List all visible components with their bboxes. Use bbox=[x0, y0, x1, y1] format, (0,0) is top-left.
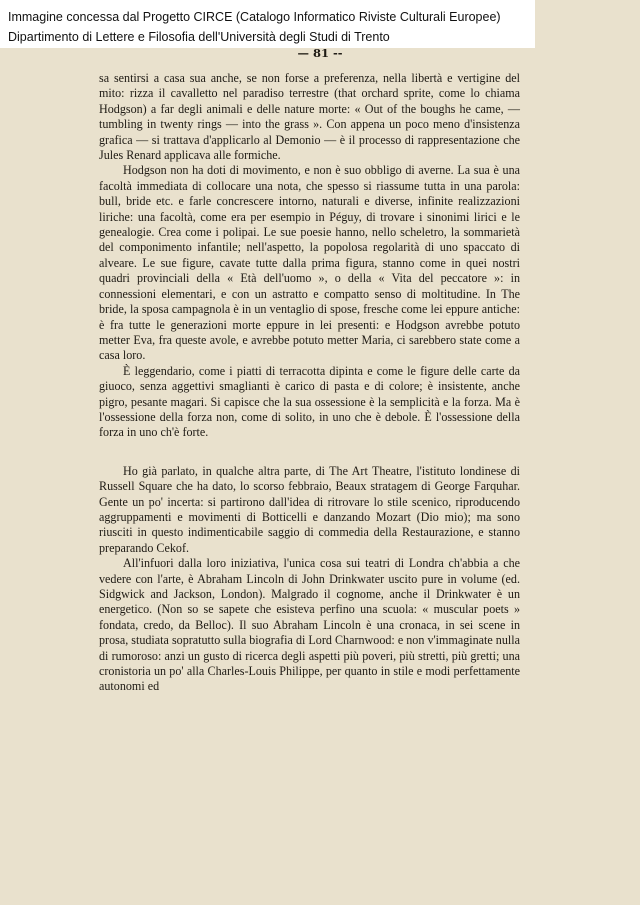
paragraph-5: All'infuori dalla loro iniziativa, l'unica cosa sui teatri di Londra ch'abbia a che vedere con l'arte, è Abraham Lincoln di John Drinkwater uscito pure in volume (ed. Sidgwick and Jackson, London). Malgrado il cognome, anche il Drinkwater è un energetico. (Non so se sapete che esisteva perfino una scuola: « muscular poets » fondata, credo, da Belloc). Il suo Abraham Lincoln è una cronaca, in sei scene in prosa, studiata sopratutto sulla biografia di Lord Charnwood: e non v'immaginate nulla di rumoroso: anzi un gusto di ricerca degli aspetti più poveri, più stretti, più gretti; una cronistoria un po' alla Charles-Louis Philippe, per quanto in stile e modi perfettamente autonomi ed bbox=[99, 556, 520, 694]
paragraph-1: sa sentirsi a casa sua anche, se non forse a preferenza, nella libertà e vertigine del mito: rizza il cavalletto nel paradiso terrestre (that orchard sprite, come lo chiama Hodgson) a far degli animali e delle nature morte: « Out of the boughs he came, — tumbling in twenty rings — into the grass ». Con appena un poco meno d'insistenza grafica — si trattava d'applicarlo al Demonio — è il processo di rappresentazione che Jules Renard applicava alle formiche. bbox=[99, 71, 520, 163]
paragraph-3: È leggendario, come i piatti di terracotta dipinta e come le figure delle carte da giuoco, senza aggettivi smaglianti è carico di pasta e di colore; è insistente, anche pigro, pesante magari. Si capisce che la sua ossessione è la semplicità e la forza. Ma è l'ossessione della forza non, come di solito, in uno che è debole. È l'ossessione della forza in uno ch'è forte. bbox=[99, 363, 520, 440]
banner-line-1: Immagine concessa dal Progetto CIRCE (Catalogo Informatico Riviste Culturali Europee) bbox=[8, 10, 501, 24]
source-banner bbox=[0, 0, 535, 48]
paragraph-4: Ho già parlato, in qualche altra parte, di The Art Theatre, l'istituto londinese di Russell Square che ha dato, lo scorso febbraio, Beaux stratagem di George Farquhar. Gente un po' incerta: si partirono dall'idea di ritrovare lo stile scenico, riproducendo aggruppamenti e movimenti di Botticelli e danzando Mozart (Dio mio); ma sono riusciti in questo indimenticabile saggio di commedia della Restaurazione, e stanno preparando Cekof. bbox=[99, 463, 520, 555]
banner-line-2: Dipartimento di Lettere e Filosofia dell'Università degli Studi di Trento bbox=[8, 30, 390, 44]
body-text bbox=[99, 71, 520, 695]
paragraph-2: Hodgson non ha doti di movimento, e non è suo obbligo di averne. La sua è una facoltà immediata di collocare una nota, che spesso si riassume tutta in una parola: bull, bride etc. e farle concrescere intorno, naturali e diverse, infinite realizzazioni liriche: una facoltà, come era per esempio in Péguy, di trovare i sinonimi lirici e le genealogie. Crea come i polipai. Le sue poesie hanno, nello scheletro, la sommarietà del componimento infantile; nell'aspetto, la popolosa regolarità di uno spaccato di alveare. Le sue figure, cavate tutte dalla prima figura, stanno come in quei nostri quadri provinciali della « Età dell'uomo », o della « Vita del peccatore »: in connessioni elementari, e con un astratto e compatto senso di moltitudine. In The bride, la sposa campagnola è in un ventaglio di spose, fresche come lei eppure antiche: è fra tutte le generazioni morte eppure in lei presenti: e Hodgson avrebbe potuto metter Eva, fra queste avole, e avrebbe potuto metter Maria, ci sarebbero state come a casa loro. bbox=[99, 163, 520, 363]
page-number: — 81 -- bbox=[297, 46, 343, 60]
